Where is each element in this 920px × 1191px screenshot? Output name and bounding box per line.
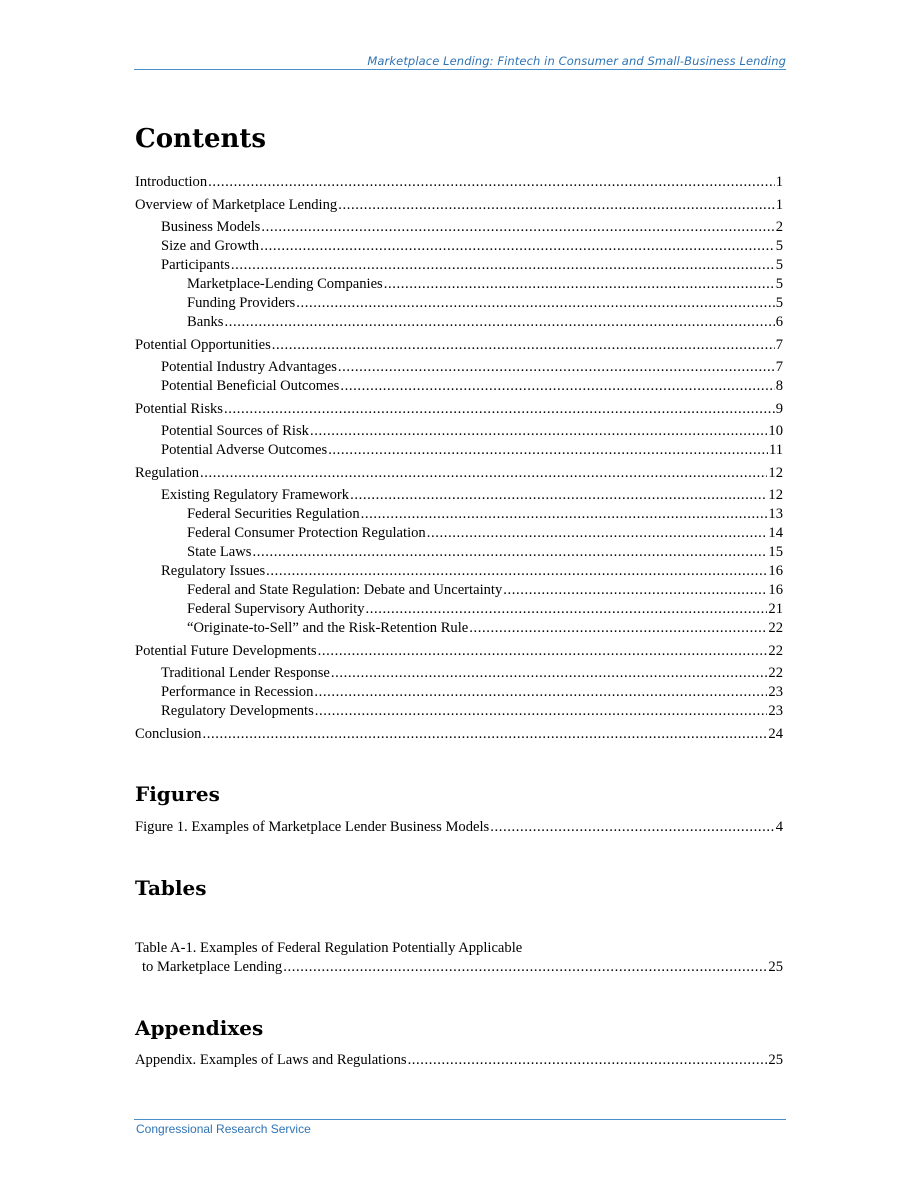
- toc-entry-title: Participants: [161, 257, 230, 273]
- toc-entry-title: Table A-1. Examples of Federal Regulation Potentially Applicable: [135, 940, 523, 956]
- toc-entry[interactable]: [135, 464, 783, 483]
- toc-entry-page-number: 22: [768, 642, 783, 659]
- toc-entry[interactable]: [135, 581, 783, 600]
- header-divider: [134, 69, 786, 70]
- toc-entry-title: State Laws: [187, 544, 252, 560]
- toc-entry-title: Size and Growth: [161, 238, 260, 254]
- dot-leader: [366, 600, 768, 619]
- dot-leader: [224, 400, 775, 419]
- toc-entry[interactable]: [135, 524, 783, 543]
- toc-entry-title: Figure 1. Examples of Marketplace Lender Business Models: [135, 819, 490, 835]
- figures-list: [135, 818, 783, 837]
- toc-entry-page-number: 16: [768, 582, 783, 598]
- toc-entry-title: Federal Securities Regulation: [187, 506, 360, 522]
- dot-leader: [361, 505, 768, 524]
- toc-entry-title: Performance in Recession: [161, 684, 314, 700]
- toc-entry[interactable]: [135, 642, 783, 661]
- toc-entry-title-continued: to Marketplace Lending: [142, 959, 283, 975]
- toc-entry-page-number: 8: [775, 378, 783, 394]
- toc-entry-page-number: 24: [768, 725, 783, 742]
- toc-entry[interactable]: [135, 358, 783, 377]
- dot-leader: [315, 702, 768, 721]
- toc-entry-page-number: 25: [768, 959, 783, 975]
- running-header-title: Marketplace Lending: Fintech in Consumer and Small-Business Lending: [367, 54, 786, 68]
- dot-leader: [328, 441, 768, 460]
- toc-entry-title: Federal Consumer Protection Regulation: [187, 525, 426, 541]
- dot-leader: [224, 313, 774, 332]
- toc-entry-title: Potential Opportunities: [135, 336, 271, 353]
- toc-entry-title: Introduction: [135, 174, 208, 190]
- dot-leader: [318, 642, 768, 661]
- dot-leader: [202, 725, 767, 744]
- toc-entry[interactable]: [135, 237, 783, 256]
- contents-heading: Contents: [135, 124, 267, 154]
- toc-entry[interactable]: [135, 619, 783, 638]
- toc-entry-page-number: 22: [768, 620, 783, 636]
- toc-entry-page-number: 23: [768, 703, 783, 719]
- toc-entry[interactable]: [135, 441, 783, 460]
- toc-entry-page-number: 7: [775, 359, 783, 375]
- toc-entry[interactable]: [135, 683, 783, 702]
- toc-entry-page-number: 12: [768, 464, 783, 481]
- toc-entry-title: Conclusion: [135, 725, 202, 742]
- toc-entry-page-number: 10: [768, 423, 783, 439]
- toc-entry-page-number: 6: [775, 314, 783, 330]
- toc-entry[interactable]: [135, 505, 783, 524]
- dot-leader: [338, 196, 774, 215]
- toc-entry-title: Potential Industry Advantages: [161, 359, 337, 375]
- toc-entry-page-number: 23: [768, 684, 783, 700]
- dot-leader: [384, 275, 775, 294]
- dot-leader: [314, 683, 767, 702]
- dot-leader: [261, 218, 774, 237]
- dot-leader: [266, 562, 767, 581]
- appendixes-list: [135, 1051, 783, 1070]
- toc-entry-title: Overview of Marketplace Lending: [135, 196, 338, 213]
- toc-entry-page-number: 13: [768, 506, 783, 522]
- toc-entry-title: Potential Adverse Outcomes: [161, 442, 328, 458]
- toc-entry-page-number: 5: [775, 257, 783, 273]
- toc-entry-page-number: 5: [775, 276, 783, 292]
- figures-heading: Figures: [135, 782, 220, 806]
- toc-entry-title: Marketplace-Lending Companies: [187, 276, 383, 292]
- toc-entry[interactable]: [135, 173, 783, 192]
- toc-entry-title: Federal and State Regulation: Debate and Uncertainty: [187, 582, 503, 598]
- dot-leader: [283, 958, 767, 977]
- dot-leader: [340, 377, 774, 396]
- toc-entry-page-number: 5: [775, 238, 783, 254]
- toc-entry[interactable]: [135, 702, 783, 721]
- dot-leader: [208, 173, 775, 192]
- toc-entry-page-number: 4: [775, 819, 783, 835]
- dot-leader: [310, 422, 767, 441]
- dot-leader: [350, 486, 767, 505]
- toc-entry-page-number: 1: [775, 196, 783, 213]
- toc-entry[interactable]: [135, 294, 783, 313]
- toc-entry[interactable]: [135, 486, 783, 505]
- toc-entry[interactable]: [135, 336, 783, 355]
- toc-entry[interactable]: [135, 543, 783, 562]
- toc-entry[interactable]: [135, 377, 783, 396]
- dot-leader: [231, 256, 775, 275]
- toc-entry-page-number: 9: [775, 400, 783, 417]
- toc-entry-page-number: 22: [768, 665, 783, 681]
- dot-leader: [296, 294, 774, 313]
- toc-entry[interactable]: [135, 275, 783, 294]
- footer-divider: [134, 1119, 786, 1120]
- toc-entry-title: Appendix. Examples of Laws and Regulations: [135, 1052, 407, 1068]
- toc-entry-title: Business Models: [161, 219, 261, 235]
- dot-leader: [490, 818, 774, 837]
- toc-entry-title: Regulatory Developments: [161, 703, 314, 719]
- toc-entry-title: Regulation: [135, 464, 200, 481]
- toc-entry-title: Potential Future Developments: [135, 642, 317, 659]
- dot-leader: [469, 619, 767, 638]
- toc-entry[interactable]: [135, 664, 783, 683]
- toc-entry[interactable]: [135, 196, 783, 215]
- tables-heading: Tables: [135, 876, 207, 900]
- toc-entry-page-number: 16: [768, 563, 783, 579]
- toc-entry-title: Potential Risks: [135, 400, 223, 417]
- toc-entry-title: Banks: [187, 314, 224, 330]
- dot-leader: [338, 358, 775, 377]
- dot-leader: [331, 664, 768, 683]
- toc-entry-page-number: 15: [768, 544, 783, 560]
- toc-entry[interactable]: [135, 1051, 783, 1070]
- footer-organization: Congressional Research Service: [136, 1122, 311, 1136]
- toc-entry-page-number: 21: [768, 601, 783, 617]
- toc-entry[interactable]: [135, 600, 783, 619]
- toc-entry-title: Federal Supervisory Authority: [187, 601, 365, 617]
- dot-leader: [260, 237, 775, 256]
- toc-entry-page-number: 5: [775, 295, 783, 311]
- toc-entry[interactable]: [135, 256, 783, 275]
- toc-entry[interactable]: [135, 422, 783, 441]
- toc-entry-page-number: 7: [775, 336, 783, 353]
- dot-leader: [200, 464, 767, 483]
- toc-entry-title: Potential Sources of Risk: [161, 423, 309, 439]
- toc-entry[interactable]: [135, 313, 783, 332]
- toc-entry-title: Funding Providers: [187, 295, 296, 311]
- dot-leader: [427, 524, 768, 543]
- toc-entry-page-number: 2: [775, 219, 783, 235]
- dot-leader: [272, 336, 775, 355]
- toc-entry-title: Traditional Lender Response: [161, 665, 330, 681]
- toc-entry-title: Potential Beneficial Outcomes: [161, 378, 340, 394]
- toc-entry-page-number: 14: [768, 525, 783, 541]
- toc-entry[interactable]: [135, 218, 783, 237]
- toc-entry[interactable]: [135, 562, 783, 581]
- appendixes-heading: Appendixes: [135, 1016, 264, 1040]
- dot-leader: [408, 1051, 768, 1070]
- toc-entry-title: Existing Regulatory Framework: [161, 487, 350, 503]
- tables-list: [135, 939, 783, 977]
- toc-entry-page-number: 1: [775, 174, 783, 190]
- toc-entry[interactable]: [135, 818, 783, 837]
- toc-entry-title: Regulatory Issues: [161, 563, 266, 579]
- dot-leader: [252, 543, 767, 562]
- toc-entry-title: “Originate-to-Sell” and the Risk-Retention Rule: [187, 620, 469, 636]
- toc-entry-page-number: 12: [768, 487, 783, 503]
- contents-list: [135, 173, 783, 744]
- toc-entry[interactable]: [135, 400, 783, 419]
- toc-entry[interactable]: [135, 939, 783, 977]
- toc-entry-page-number: 25: [768, 1052, 783, 1068]
- toc-entry-page-number: 11: [768, 442, 783, 458]
- toc-entry[interactable]: [135, 725, 783, 744]
- dot-leader: [503, 581, 767, 600]
